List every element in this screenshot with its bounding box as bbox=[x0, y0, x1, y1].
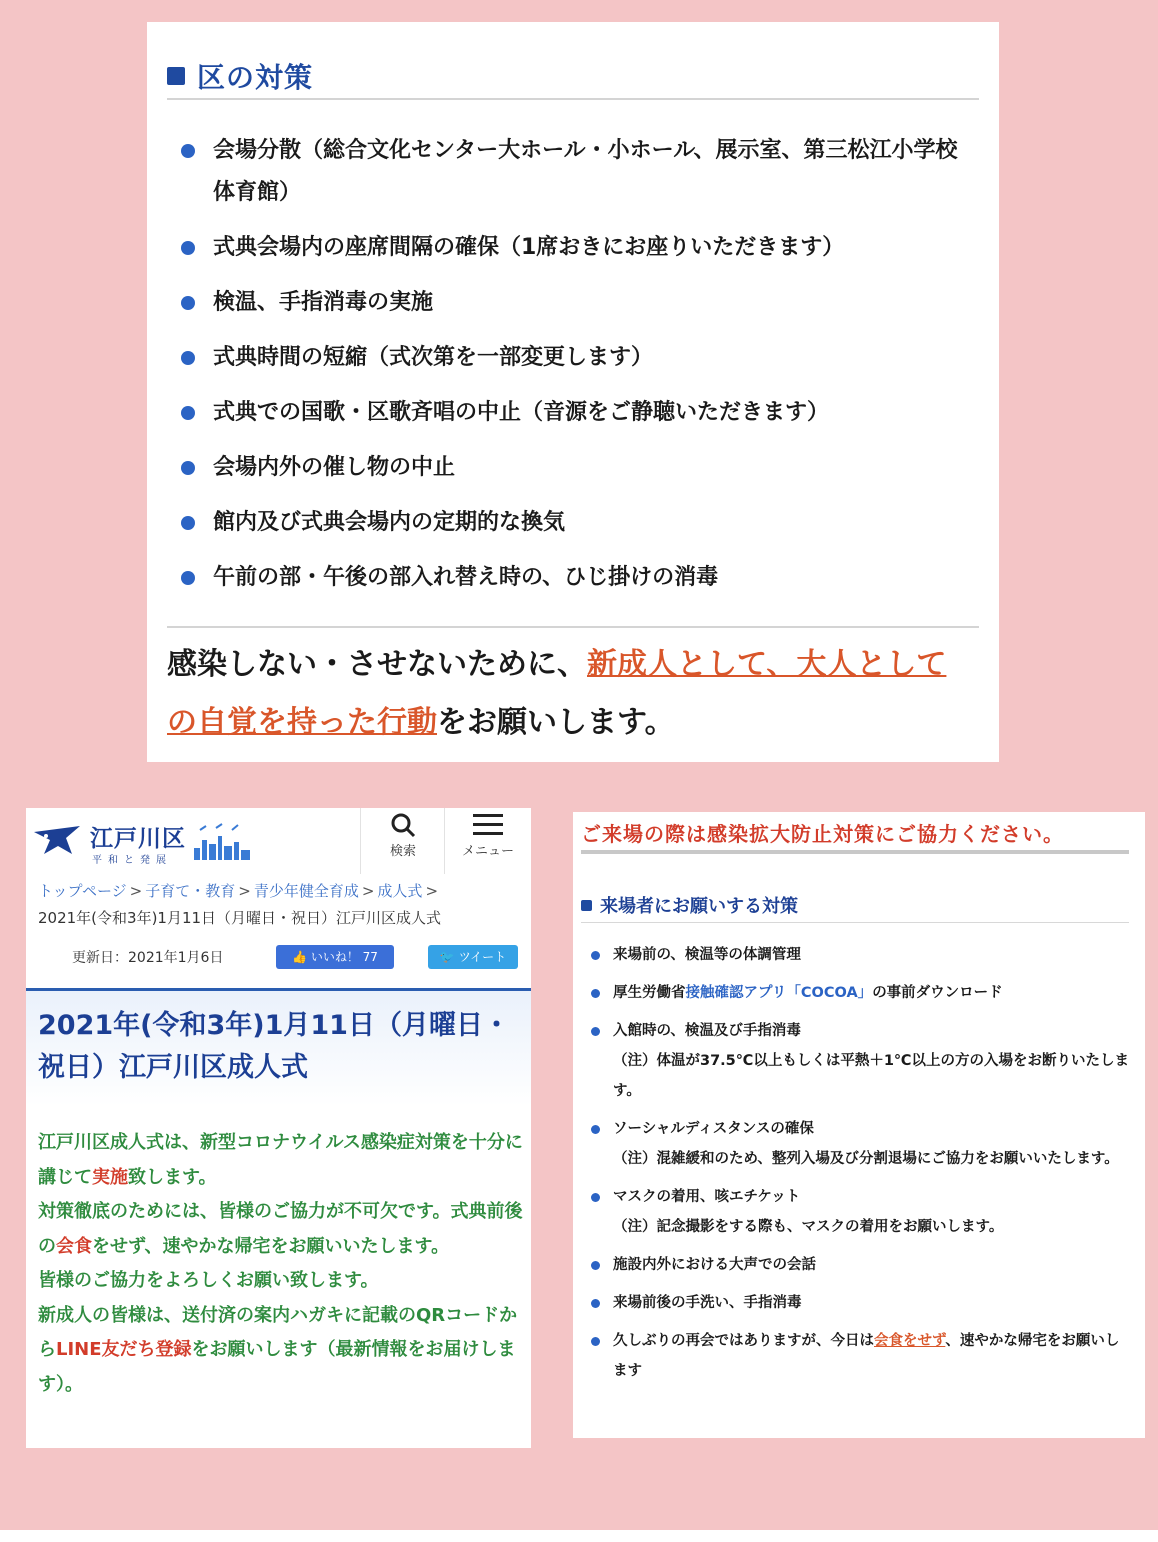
header-divider bbox=[444, 808, 445, 874]
list-item-text: 検温、手指消毒の実施 bbox=[213, 290, 434, 315]
body-text: 新成人の皆様は、送付済の案内ハガキに記載のQRコードから bbox=[38, 1304, 518, 1360]
square-bullet-icon bbox=[167, 67, 185, 85]
ward-measures-title: 区の対策 bbox=[197, 61, 314, 94]
list-item bbox=[591, 1182, 1131, 1242]
body-text: 江戸川区成人式は、新型コロナウイルス感染症対策を十分に講じて bbox=[38, 1132, 523, 1188]
bullet-dot-icon bbox=[181, 516, 195, 530]
body-highlight: 会食 bbox=[56, 1235, 92, 1257]
closing-text: 感染しない・させないために、 bbox=[167, 647, 587, 682]
list-item-text: 入館時の、検温及び手指消毒 bbox=[613, 1023, 801, 1039]
list-item bbox=[179, 557, 979, 599]
list-item bbox=[179, 337, 979, 379]
breadcrumb-separator: > bbox=[238, 882, 251, 900]
bullet-dot-icon bbox=[181, 571, 195, 585]
list-item-note: （注）記念撮影をする際も、マスクの着用をお願いします。 bbox=[613, 1219, 1004, 1235]
ward-measures-list bbox=[179, 130, 979, 612]
list-item-note: （注）体温が37.5℃以上もしくは平熱＋1℃以上の方の入場をお断りいたします。 bbox=[613, 1053, 1129, 1099]
list-item bbox=[591, 1016, 1131, 1106]
search-icon bbox=[390, 812, 416, 838]
list-item-text: 午前の部・午後の部入れ替え時の、ひじ掛けの消毒 bbox=[213, 565, 719, 590]
menu-icon bbox=[473, 812, 503, 838]
cocoa-app-link[interactable]: 接触確認アプリ「COCOA」 bbox=[685, 985, 873, 1001]
tweet-button[interactable] bbox=[428, 945, 518, 969]
like-button[interactable] bbox=[276, 945, 394, 969]
edogawa-bird-logo-icon bbox=[32, 824, 82, 858]
visitor-card-title: ご来場の際は感染拡大防止対策にご協力ください。 bbox=[581, 822, 1064, 846]
body-highlight: 実施 bbox=[92, 1166, 128, 1188]
bullet-dot-icon bbox=[591, 1299, 600, 1308]
thumbs-up-icon: 👍 bbox=[292, 950, 308, 964]
list-item-text: 式典での国歌・区歌斉唱の中止（音源をご静聴いただきます） bbox=[213, 400, 830, 425]
breadcrumb-link-ceremony[interactable]: 成人式 bbox=[377, 882, 423, 900]
logo-name: 江戸川区 bbox=[90, 826, 186, 852]
breadcrumb-separator: > bbox=[361, 882, 375, 900]
menu-button[interactable] bbox=[450, 808, 526, 874]
body-text: をお願いします（最新情報をお届けします）。 bbox=[38, 1339, 516, 1395]
bullet-dot-icon bbox=[591, 951, 600, 960]
bottom-strip bbox=[0, 1530, 1158, 1542]
breadcrumb-link-youth[interactable]: 青少年健全育成 bbox=[253, 882, 359, 900]
bullet-dot-icon bbox=[181, 144, 195, 158]
breadcrumb-link-top[interactable]: トップページ bbox=[38, 882, 127, 900]
logo-tagline: 平和と発展 bbox=[92, 855, 172, 866]
like-label: いいね！ 77 bbox=[310, 950, 378, 964]
list-item bbox=[591, 1326, 1131, 1386]
list-item-text: 式典時間の短縮（式次第を一部変更します） bbox=[213, 345, 654, 370]
list-item bbox=[591, 1250, 1131, 1280]
site-header bbox=[26, 808, 531, 874]
body-paragraph: 皆様のご協力をよろしくお願い致します。 bbox=[38, 1270, 379, 1291]
list-item-text: 施設内外における大声での会話 bbox=[613, 1257, 816, 1273]
bullet-dot-icon bbox=[591, 1261, 600, 1270]
visitor-measures-list bbox=[591, 940, 1131, 1394]
list-item bbox=[179, 227, 979, 269]
list-item bbox=[179, 282, 979, 324]
body-text: をせず、速やかな帰宅をお願いいたします。 bbox=[92, 1235, 450, 1257]
page-meta-row bbox=[26, 942, 531, 972]
breadcrumb-current: 2021年(令和3年)1月11日（月曜日・祝日）江戸川区成人式 bbox=[38, 909, 442, 927]
skyline-icon bbox=[192, 822, 252, 862]
visitor-measures-card bbox=[573, 812, 1145, 1438]
breadcrumb-separator: > bbox=[129, 882, 143, 900]
list-item-text: 、速やかな帰宅をお願いします bbox=[613, 1333, 1120, 1379]
list-item bbox=[591, 1114, 1131, 1174]
body-paragraph bbox=[38, 1195, 526, 1264]
ward-measures-heading bbox=[167, 56, 313, 96]
visitor-measures-heading bbox=[581, 892, 798, 918]
closing-link[interactable]: 新成人として、大人としての自覚を持った行動 bbox=[167, 647, 947, 740]
closing-message bbox=[167, 636, 967, 752]
list-item-text: 来場前の、検温等の体調管理 bbox=[613, 947, 801, 963]
list-item-note: （注）混雑緩和のため、整列入場及び分割退場にご協力をお願いいたします。 bbox=[613, 1151, 1119, 1167]
twitter-bird-icon: 🐦 bbox=[439, 950, 455, 964]
bullet-dot-icon bbox=[181, 351, 195, 365]
body-text: 致します。 bbox=[128, 1166, 217, 1188]
visitor-measures-title: 来場者にお願いする対策 bbox=[600, 896, 798, 917]
bullet-dot-icon bbox=[591, 1193, 600, 1202]
list-item bbox=[179, 130, 979, 214]
title-bar bbox=[581, 850, 1129, 854]
breadcrumb bbox=[38, 878, 518, 932]
bullet-dot-icon bbox=[591, 989, 600, 998]
search-label: 検索 bbox=[389, 844, 416, 859]
list-item-text: 会場内外の催し物の中止 bbox=[213, 455, 456, 480]
list-item-text: 厚生労働省 bbox=[613, 985, 686, 1001]
website-screenshot-card bbox=[26, 808, 531, 1448]
list-item bbox=[179, 447, 979, 489]
body-highlight: LINE友だち登録 bbox=[56, 1339, 192, 1360]
closing-text: をお願いします。 bbox=[437, 705, 675, 740]
breadcrumb-link-childcare[interactable]: 子育て・教育 bbox=[145, 882, 236, 900]
list-item-text: 会場分散（総合文化センター大ホール・小ホール、展示室、第三松江小学校体育館） bbox=[213, 138, 958, 205]
page-title: 2021年(令和3年)1月11日（月曜日・祝日）江戸川区成人式 bbox=[38, 1010, 510, 1083]
header-divider bbox=[360, 808, 361, 874]
list-item-text: ソーシャルディスタンスの確保 bbox=[613, 1121, 814, 1137]
no-dining-emphasis: 会食をせず bbox=[874, 1333, 946, 1349]
page-body bbox=[38, 1126, 526, 1402]
page-title-area bbox=[26, 991, 531, 1106]
menu-label: メニュー bbox=[461, 844, 514, 859]
updated-date: 更新日：2021年1月6日 bbox=[72, 950, 224, 966]
list-item bbox=[179, 392, 979, 434]
search-button[interactable] bbox=[368, 808, 438, 874]
body-paragraph bbox=[38, 1299, 526, 1403]
list-item bbox=[591, 1288, 1131, 1318]
bullet-dot-icon bbox=[181, 296, 195, 310]
bullet-dot-icon bbox=[591, 1027, 600, 1036]
divider bbox=[167, 98, 979, 100]
body-paragraph bbox=[38, 1126, 526, 1195]
site-logo[interactable] bbox=[32, 818, 262, 864]
list-item-text: 来場前後の手洗い、手指消毒 bbox=[613, 1295, 802, 1311]
list-item-text: マスクの着用、咳エチケット bbox=[613, 1189, 801, 1205]
list-item-text: の事前ダウンロード bbox=[872, 985, 1003, 1001]
list-item bbox=[591, 978, 1131, 1008]
bullet-dot-icon bbox=[181, 461, 195, 475]
bullet-dot-icon bbox=[591, 1337, 600, 1346]
ward-measures-card bbox=[147, 22, 999, 762]
list-item bbox=[179, 502, 979, 544]
bullet-dot-icon bbox=[591, 1125, 600, 1134]
list-item-text: 久しぶりの再会ではありますが、今日は bbox=[613, 1333, 874, 1349]
bullet-dot-icon bbox=[181, 406, 195, 420]
body-text: 対策徹底のためには、皆様のご協力が不可欠です。式典前後の bbox=[38, 1201, 523, 1257]
tweet-label: ツイート bbox=[458, 950, 507, 964]
list-item bbox=[591, 940, 1131, 970]
list-item-text: 館内及び式典会場内の定期的な換気 bbox=[213, 510, 566, 535]
square-bullet-icon bbox=[581, 900, 592, 911]
breadcrumb-separator: > bbox=[425, 882, 439, 900]
list-item-text: 式典会場内の座席間隔の確保（1席おきにお座りいただきます） bbox=[213, 235, 845, 260]
divider bbox=[581, 922, 1129, 923]
bullet-dot-icon bbox=[181, 241, 195, 255]
divider bbox=[167, 626, 979, 628]
